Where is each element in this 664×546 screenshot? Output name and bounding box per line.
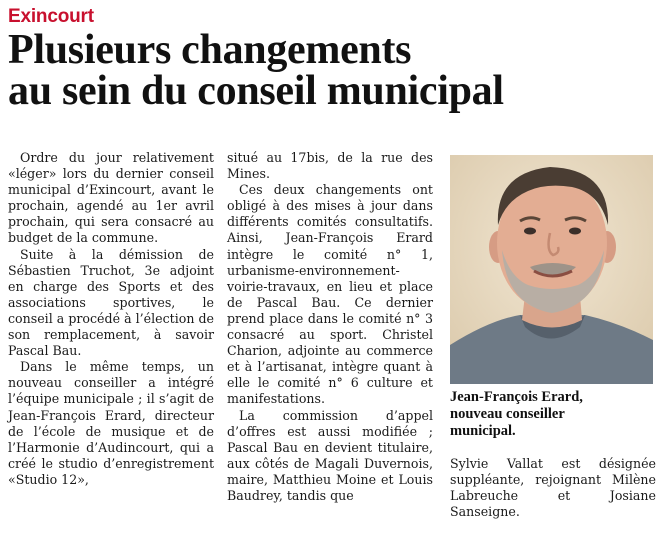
kicker: Exincourt — [8, 6, 94, 27]
caption-line-3: municipal. — [450, 423, 516, 439]
paragraph: Suite à la démission de Sébastien Truchot, 3e adjoint en charge des Sports et des associations sportives, le conseil a procédé à l’élection de son remplacement, à savoir Pascal Bau. — [8, 246, 214, 359]
headline-line-2: au sein du conseil municipal — [8, 68, 504, 114]
paragraph: La commission d’appel d’offres est aussi modifiée ; Pascal Bau en devient titulaire, aux côtés de Magali Duvernois, maire, Matthieu Moine et Louis Baudrey, tandis que — [227, 407, 433, 503]
paragraph: Ordre du jour relativement «léger» lors du dernier conseil municipal d’Exincourt, avant le prochain, agendé au 1er avril prochain, qui sera consacré au budget de la commune. — [8, 150, 214, 246]
photo-caption — [450, 389, 656, 440]
headline — [8, 27, 658, 114]
caption-line-1: Jean-François Erard, — [450, 389, 583, 405]
paragraph: situé au 17bis, de la rue des Mines. — [227, 150, 433, 182]
column-2 — [227, 150, 433, 504]
paragraph: Dans le même temps, un nouveau conseiller a intégré l’équipe municipale ; il s’agit de Jean-François Erard, directeur de l’école de musique et de l’Harmonie d’Audincourt, qui a créé le studio d’enregistrement «Studio 12», — [8, 359, 214, 487]
portrait-photo — [450, 155, 653, 384]
paragraph: Ces deux changements ont obligé à des mises à jour dans différents comités consultatifs. Ainsi, Jean-François Erard intègre le comité n° 1, urbanisme-environnement-voirie-travaux, en lieu et place de Pascal Bau. Ce dernier prend place dans le comité n° 3 consacré au sport. Christel Charion, adjointe au commerce et à l’artisanat, intègre quant à elle le comité n° 6 culture et manifestations. — [227, 182, 433, 407]
headline-line-1: Plusieurs changements — [8, 27, 412, 73]
column-3 — [450, 456, 656, 520]
paragraph: Sylvie Vallat est désignée suppléante, rejoignant Milène Labreuche et Josiane Sanseigne. — [450, 456, 656, 520]
column-1 — [8, 150, 214, 488]
caption-line-2: nouveau conseiller — [450, 406, 565, 422]
